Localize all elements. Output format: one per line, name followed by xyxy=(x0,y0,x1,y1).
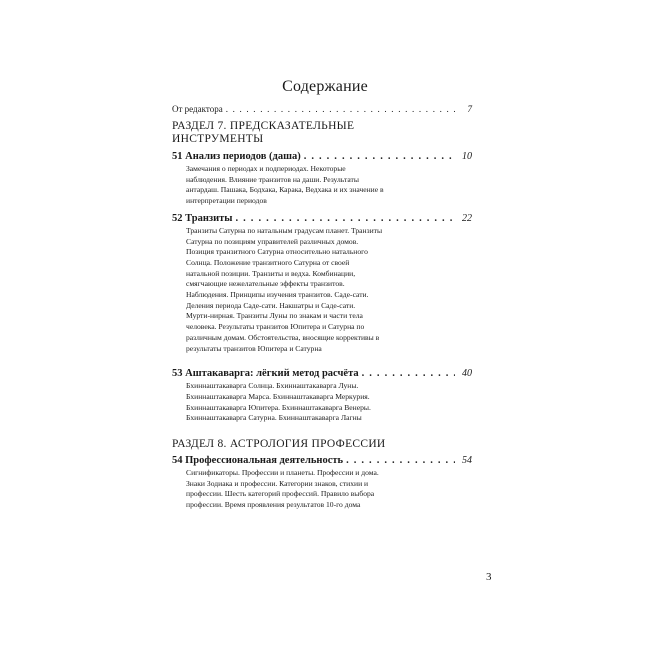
description-line: интерпретации периодов xyxy=(186,196,267,206)
chapter-53-description xyxy=(172,381,472,424)
description-line: человека. Результаты транзитов Юпитера и Сатурна по xyxy=(186,322,365,332)
toc-entry-label: 51 Анализ периодов (даша) xyxy=(172,151,301,162)
description-line: Бхиннаштакаварга Солнца. Бхиннаштакаварга Луны. xyxy=(186,381,359,391)
toc-page-number: 10 xyxy=(462,151,472,162)
description-line: Сигнификаторы. Профессии и планеты. Профессии и дома. xyxy=(186,468,379,478)
toc-entry-chapter-53[interactable] xyxy=(172,368,472,379)
description-line: наблюдения. Влияние транзитов на даши. Результаты xyxy=(186,174,359,184)
toc-page-number: 7 xyxy=(467,104,472,114)
leader-dots xyxy=(226,104,455,114)
description-line: результаты транзитов Юпитера и Сатурна xyxy=(186,343,322,353)
section-heading-7 xyxy=(172,120,472,146)
description-line: Бхиннаштакаварга Юпитера. Бхиннаштакаварга Венеры. xyxy=(186,402,371,412)
toc-entry-label: 53 Аштакаварга: лёгкий метод расчёта xyxy=(172,368,359,380)
section-heading-8 xyxy=(172,438,472,451)
description-line: Бхиннаштакаварга Сатурна. Бхиннаштакаварга Лагны xyxy=(186,413,362,423)
description-line: Транзиты Сатурна по натальным градусам планет. Транзиты xyxy=(186,225,383,235)
description-line: натальной позиции. Транзиты и ведха. Комбинации, xyxy=(186,268,356,278)
description-line: профессии. Время проявления результатов 10-го дома xyxy=(186,500,361,510)
section-heading-line: ИНСТРУМЕНТЫ xyxy=(172,133,264,145)
description-line: Знаки Зодиака и профессии. Категории знаков, стихии и xyxy=(186,478,369,488)
section-heading-line: РАЗДЕЛ 7. ПРЕДСКАЗАТЕЛЬНЫЕ xyxy=(172,120,355,132)
toc-entry-chapter-54[interactable] xyxy=(172,455,472,466)
toc-entry-chapter-52[interactable] xyxy=(172,213,472,224)
description-line: смягчающие нежелательные эффекты транзитов. xyxy=(186,279,345,289)
description-line: Бхиннаштакаварга Марса. Бхиннаштакаварга Меркурия. xyxy=(186,391,370,401)
description-line: Мурти-нирная. Транзиты Луны по знакам и части тела xyxy=(186,311,363,321)
toc-page-number: 54 xyxy=(462,455,472,467)
toc-page-number: 22 xyxy=(462,212,472,224)
leader-dots xyxy=(236,213,456,224)
toc-entry-editor[interactable] xyxy=(172,104,472,114)
leader-dots xyxy=(362,368,455,379)
toc-entry-label: От редактора xyxy=(172,104,223,114)
description-line: Позиция транзитного Сатурна относительно натального xyxy=(186,247,368,257)
page-number: 3 xyxy=(486,571,492,583)
toc-entry-chapter-51[interactable] xyxy=(172,151,472,162)
description-line: Наблюдения. Принципы изучения транзитов. Саде-сати. xyxy=(186,290,369,300)
section-heading-line: РАЗДЕЛ 8. АСТРОЛОГИЯ ПРОФЕССИИ xyxy=(172,438,386,451)
toc-entry-label: 52 Транзиты xyxy=(172,212,233,224)
chapter-52-description xyxy=(172,226,472,354)
description-line: Сатурна по позициям управителей различных домов. xyxy=(186,236,359,246)
page-title: Содержание xyxy=(282,78,368,95)
toc-page-number: 40 xyxy=(462,368,472,380)
description-line: Деления периода Саде-сати. Накшатры и Саде-сати. xyxy=(186,300,356,310)
leader-dots xyxy=(346,455,455,466)
description-line: антардаш. Пашака, Бодхака, Карака, Ведхака и их значение в xyxy=(186,185,384,195)
chapter-51-description xyxy=(172,164,472,207)
leader-dots xyxy=(304,151,455,162)
toc-entry-label: 54 Профессиональная деятельность xyxy=(172,455,344,467)
description-line: Солнца. Положение транзитного Сатурна от своей xyxy=(186,257,350,267)
table-of-contents xyxy=(172,104,472,511)
chapter-54-description xyxy=(172,468,472,511)
description-line: Замечания о периодах и подпериодах. Некоторые xyxy=(186,164,346,173)
description-line: различным домам. Обстоятельства, вносящие коррективы в xyxy=(186,332,380,342)
description-line: профессии. Шесть категорий профессий. Правило выбора xyxy=(186,489,375,499)
